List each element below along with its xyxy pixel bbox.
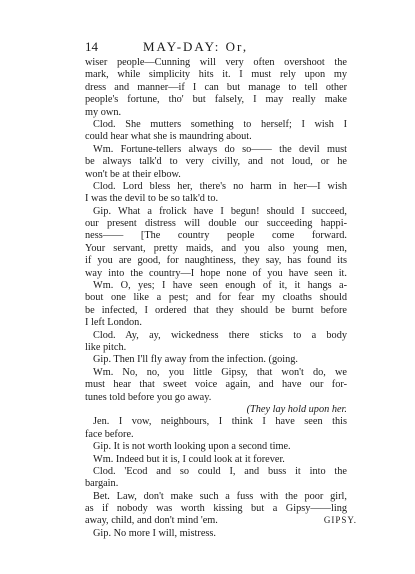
catchword: GIPSY.: [323, 515, 357, 525]
text-line: be infected, I ordered that they should be burnt before: [85, 304, 347, 316]
text-line: I was the devil to be so talk'd to.: [85, 193, 219, 205]
running-title: MAY-DAY: Or,: [143, 39, 249, 54]
speech-line: Gip. It is not worth looking upon a second time.: [93, 441, 291, 453]
speech-line: Clod. She mutters something to herself; I wish I: [93, 118, 347, 130]
text-line: our present distress will double our succeeding happi-: [85, 218, 347, 230]
speech-line: Wm. No, no, you little Gipsy, that won't do, we: [93, 366, 347, 378]
text-line: Your servant, pretty maids, and you also young men,: [85, 242, 347, 254]
text-line: way into the country—I hope none of you have seen it.: [85, 267, 347, 279]
text-line: mark, while simplicity hits it. I must rely upon my: [85, 69, 347, 81]
text-line: bargain.: [85, 478, 119, 490]
text-line: bout one like a pest; and for fear my cloaths should: [85, 292, 347, 304]
text-line: if you are good, for naughtiness, they say, has found its: [85, 255, 347, 267]
stage-direction-line: ness—— [The country people come forward.: [85, 230, 347, 242]
text-line: wiser people—Cunning will very often overshoot the: [85, 57, 347, 68]
speech-line: Wm. O, yes; I have seen enough of it, it hangs a-: [93, 280, 347, 292]
stage-direction: (They lay hold upon her.: [246, 403, 347, 415]
text-line: must hear that sweet voice again, and have our for-: [85, 379, 347, 391]
text-line: people's fortune, tho' but falsely, I may really make: [85, 94, 347, 106]
text-line: as if nobody was worth kissing but a Gipsy——ling: [85, 503, 347, 515]
page-number: 14: [85, 39, 98, 54]
text-line: like pitch.: [85, 341, 127, 353]
speech-line: Gip. No more I will, mistress.: [93, 527, 216, 539]
text-line: be always talk'd to very civilly, and not loud, or he: [85, 156, 347, 168]
play-text: [85, 57, 347, 540]
text-line: tunes told before you go away.: [85, 391, 212, 403]
text-line: could hear what she is maundring about.: [85, 131, 252, 143]
text-line: away, child, and don't mind 'em.: [85, 515, 218, 527]
speech-line: Clod. Ay, ay, wickedness there sticks to a body: [93, 329, 347, 341]
text-line: my own.: [85, 106, 122, 118]
text-line: I left London.: [85, 317, 142, 329]
speech-line: Wm. Fortune-tellers always do so—— the devil must: [93, 143, 347, 155]
speech-line: Bet. Law, don't make such a fuss with the poor girl,: [93, 490, 347, 502]
speech-line: Clod. Lord bless her, there's no harm in her—I wish: [93, 180, 347, 192]
text-line: dress and manner—if I can but manage to tell other: [85, 81, 347, 93]
speech-line: Gip. Then I'll fly away from the infection. (going.: [93, 354, 298, 366]
speech-line: Gip. What a frolick have I begun! should I succeed,: [93, 205, 347, 217]
speech-line: Jen. I vow, neighbours, I think I have seen this: [93, 416, 347, 428]
page-header: [85, 39, 345, 57]
speech-line: Clod. 'Ecod and so could I, and buss it into the: [93, 465, 347, 477]
text-line: face before.: [85, 428, 134, 440]
speech-line: Wm. Indeed but it is, I could look at it forever.: [93, 453, 285, 465]
text-line: won't be at their elbow.: [85, 168, 181, 180]
